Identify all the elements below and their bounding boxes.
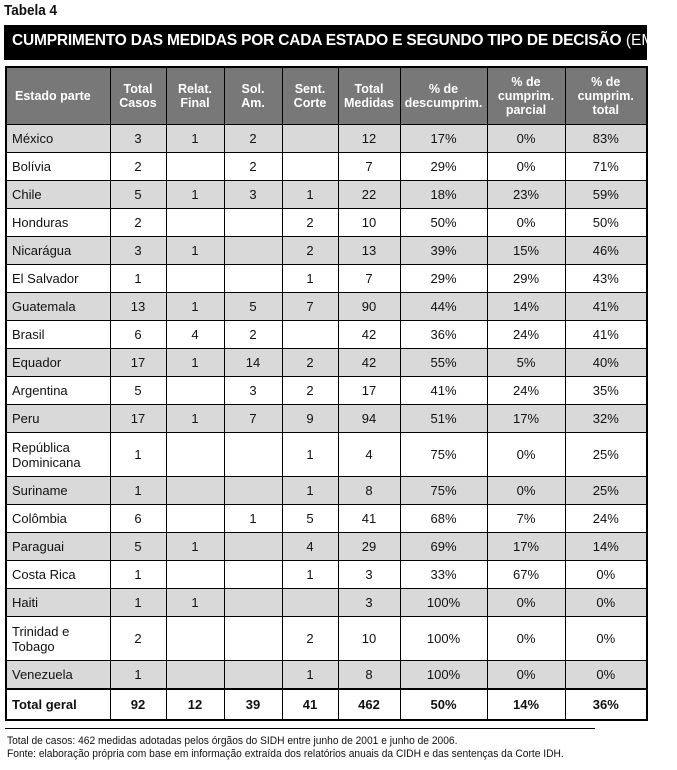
cell-descumprim: 75% <box>400 477 487 505</box>
table-title-main: CUMPRIMENTO DAS MEDIDAS POR CADA ESTADO E SEGUNDO TIPO DE DECISÃO <box>12 32 622 49</box>
cell-casos: 1 <box>110 561 166 589</box>
table-body <box>6 125 647 690</box>
cell-medidas: 17 <box>338 377 400 405</box>
cell-casos: 1 <box>110 661 166 690</box>
cell-casos: 6 <box>110 321 166 349</box>
header-cumprim-total: % de cumprim. total <box>565 67 647 125</box>
table-row <box>6 589 647 617</box>
cell-sent: 2 <box>282 349 338 377</box>
cell-relat <box>166 377 224 405</box>
cell-parcial: 0% <box>487 477 565 505</box>
cell-sent <box>282 321 338 349</box>
cell-total: 25% <box>565 433 647 477</box>
cell-estado: El Salvador <box>6 265 110 293</box>
cell-medidas: 42 <box>338 321 400 349</box>
cell-relat: 1 <box>166 349 224 377</box>
cell-sol <box>224 589 282 617</box>
cell-estado: Argentina <box>6 377 110 405</box>
table-row <box>6 153 647 181</box>
cell-relat: 4 <box>166 321 224 349</box>
cell-descumprim: 100% <box>400 617 487 661</box>
cell-sent: 9 <box>282 405 338 433</box>
cell-sol: 1 <box>224 505 282 533</box>
cell-medidas: 7 <box>338 265 400 293</box>
cell-relat: 1 <box>166 237 224 265</box>
table-row <box>6 349 647 377</box>
cell-descumprim: 50% <box>400 209 487 237</box>
cell-estado: República Dominicana <box>6 433 110 477</box>
cell-relat: 1 <box>166 405 224 433</box>
cell-parcial: 0% <box>487 661 565 690</box>
cell-sol <box>224 265 282 293</box>
cell-sol: 3 <box>224 181 282 209</box>
cell-sol <box>224 617 282 661</box>
cell-medidas: 3 <box>338 561 400 589</box>
cell-sol <box>224 533 282 561</box>
cell-sol: 14 <box>224 349 282 377</box>
cell-parcial: 0% <box>487 617 565 661</box>
table-row <box>6 209 647 237</box>
cell-casos: 6 <box>110 505 166 533</box>
compliance-table <box>5 66 648 721</box>
table-row <box>6 405 647 433</box>
cell-casos: 2 <box>110 209 166 237</box>
footnote-fonte: Fonte: elaboração própria com base em informação extraída dos relatórios anuais da CIDH e das sentenças da Corte IDH. <box>7 748 564 760</box>
footnote-total-casos: Total de casos: 462 medidas adotadas pelos órgãos do SIDH entre junho de 2001 e junho de 2006. <box>7 735 458 747</box>
cell-sol: 5 <box>224 293 282 321</box>
total-descumprim: 50% <box>400 689 487 720</box>
cell-medidas: 29 <box>338 533 400 561</box>
cell-sol: 3 <box>224 377 282 405</box>
cell-relat: 1 <box>166 125 224 153</box>
cell-parcial: 14% <box>487 293 565 321</box>
cell-parcial: 29% <box>487 265 565 293</box>
cell-parcial: 15% <box>487 237 565 265</box>
table-title-unit: (EM %) <box>625 32 677 49</box>
table-row <box>6 293 647 321</box>
cell-sent: 2 <box>282 209 338 237</box>
cell-estado: Honduras <box>6 209 110 237</box>
cell-descumprim: 17% <box>400 125 487 153</box>
cell-parcial: 23% <box>487 181 565 209</box>
cell-parcial: 0% <box>487 433 565 477</box>
header-cumprim-parcial: % de cumprim. parcial <box>487 67 565 125</box>
cell-sol <box>224 561 282 589</box>
cell-descumprim: 55% <box>400 349 487 377</box>
table-title <box>4 25 677 60</box>
cell-total: 0% <box>565 589 647 617</box>
cell-estado: Venezuela <box>6 661 110 690</box>
cell-estado: Chile <box>6 181 110 209</box>
total-sol: 39 <box>224 689 282 720</box>
cell-relat <box>166 505 224 533</box>
cell-parcial: 17% <box>487 533 565 561</box>
cell-sent: 2 <box>282 377 338 405</box>
cell-casos: 3 <box>110 125 166 153</box>
cell-parcial: 7% <box>487 505 565 533</box>
footnotes <box>7 735 564 761</box>
cell-descumprim: 29% <box>400 153 487 181</box>
cell-parcial: 0% <box>487 589 565 617</box>
cell-parcial: 24% <box>487 377 565 405</box>
cell-medidas: 10 <box>338 617 400 661</box>
table-row <box>6 617 647 661</box>
cell-medidas: 90 <box>338 293 400 321</box>
table-row <box>6 505 647 533</box>
cell-sol <box>224 661 282 690</box>
header-sol-am: Sol. Am. <box>224 67 282 125</box>
total-casos: 92 <box>110 689 166 720</box>
cell-total: 59% <box>565 181 647 209</box>
cell-estado: Costa Rica <box>6 561 110 589</box>
cell-sol <box>224 477 282 505</box>
table-row <box>6 125 647 153</box>
cell-total: 50% <box>565 209 647 237</box>
cell-estado: Haiti <box>6 589 110 617</box>
cell-total: 40% <box>565 349 647 377</box>
cell-casos: 17 <box>110 349 166 377</box>
header-total-medidas: Total Medidas <box>338 67 400 125</box>
cell-medidas: 10 <box>338 209 400 237</box>
cell-descumprim: 33% <box>400 561 487 589</box>
cell-sol <box>224 433 282 477</box>
cell-sol <box>224 209 282 237</box>
cell-sol <box>224 237 282 265</box>
cell-parcial: 0% <box>487 125 565 153</box>
cell-descumprim: 41% <box>400 377 487 405</box>
cell-total: 43% <box>565 265 647 293</box>
cell-relat <box>166 265 224 293</box>
table-row <box>6 265 647 293</box>
cell-casos: 1 <box>110 589 166 617</box>
cell-casos: 2 <box>110 153 166 181</box>
cell-sent: 5 <box>282 505 338 533</box>
cell-estado: Peru <box>6 405 110 433</box>
cell-relat: 1 <box>166 181 224 209</box>
cell-sol: 2 <box>224 153 282 181</box>
cell-total: 14% <box>565 533 647 561</box>
cell-medidas: 41 <box>338 505 400 533</box>
table-row <box>6 477 647 505</box>
cell-estado: Nicarágua <box>6 237 110 265</box>
cell-casos: 17 <box>110 405 166 433</box>
cell-relat <box>166 477 224 505</box>
header-relat-final: Relat. Final <box>166 67 224 125</box>
cell-estado: Guatemala <box>6 293 110 321</box>
cell-estado: Brasil <box>6 321 110 349</box>
header-total-casos: Total Casos <box>110 67 166 125</box>
cell-sent: 4 <box>282 533 338 561</box>
cell-relat: 1 <box>166 533 224 561</box>
cell-medidas: 8 <box>338 477 400 505</box>
cell-estado: Bolívia <box>6 153 110 181</box>
cell-total: 32% <box>565 405 647 433</box>
cell-descumprim: 75% <box>400 433 487 477</box>
cell-medidas: 42 <box>338 349 400 377</box>
cell-total: 25% <box>565 477 647 505</box>
cell-casos: 1 <box>110 477 166 505</box>
cell-descumprim: 51% <box>400 405 487 433</box>
cell-descumprim: 68% <box>400 505 487 533</box>
cell-total: 41% <box>565 321 647 349</box>
cell-sent: 2 <box>282 237 338 265</box>
table-row <box>6 661 647 690</box>
cell-relat <box>166 561 224 589</box>
cell-casos: 5 <box>110 181 166 209</box>
cell-casos: 1 <box>110 265 166 293</box>
cell-total: 71% <box>565 153 647 181</box>
cell-descumprim: 36% <box>400 321 487 349</box>
cell-sol: 2 <box>224 125 282 153</box>
cell-total: 35% <box>565 377 647 405</box>
cell-relat: 1 <box>166 589 224 617</box>
cell-descumprim: 39% <box>400 237 487 265</box>
cell-casos: 1 <box>110 433 166 477</box>
total-row <box>6 689 647 720</box>
cell-parcial: 0% <box>487 153 565 181</box>
cell-casos: 2 <box>110 617 166 661</box>
cell-parcial: 17% <box>487 405 565 433</box>
total-medidas: 462 <box>338 689 400 720</box>
cell-total: 46% <box>565 237 647 265</box>
cell-sent: 1 <box>282 181 338 209</box>
cell-descumprim: 100% <box>400 661 487 690</box>
cell-medidas: 13 <box>338 237 400 265</box>
total-label: Total geral <box>6 689 110 720</box>
footnote-divider <box>5 728 595 729</box>
cell-estado: Trinidad e Tobago <box>6 617 110 661</box>
cell-sent: 2 <box>282 617 338 661</box>
cell-estado: Paraguai <box>6 533 110 561</box>
cell-sent <box>282 589 338 617</box>
cell-sent: 1 <box>282 433 338 477</box>
cell-estado: Suriname <box>6 477 110 505</box>
cell-sol: 7 <box>224 405 282 433</box>
cell-parcial: 24% <box>487 321 565 349</box>
cell-estado: México <box>6 125 110 153</box>
cell-relat: 1 <box>166 293 224 321</box>
cell-descumprim: 100% <box>400 589 487 617</box>
cell-relat <box>166 433 224 477</box>
cell-relat <box>166 153 224 181</box>
cell-descumprim: 44% <box>400 293 487 321</box>
cell-parcial: 67% <box>487 561 565 589</box>
cell-sent: 1 <box>282 477 338 505</box>
cell-parcial: 5% <box>487 349 565 377</box>
cell-relat <box>166 661 224 690</box>
cell-descumprim: 29% <box>400 265 487 293</box>
cell-medidas: 8 <box>338 661 400 690</box>
table-row <box>6 321 647 349</box>
cell-estado: Colômbia <box>6 505 110 533</box>
cell-casos: 3 <box>110 237 166 265</box>
cell-medidas: 94 <box>338 405 400 433</box>
total-parcial: 14% <box>487 689 565 720</box>
cell-sent: 1 <box>282 661 338 690</box>
cell-sent: 1 <box>282 265 338 293</box>
cell-sol: 2 <box>224 321 282 349</box>
total-sent: 41 <box>282 689 338 720</box>
header-row <box>6 67 647 125</box>
table-row <box>6 433 647 477</box>
cell-total: 0% <box>565 561 647 589</box>
header-sent-corte: Sent. Corte <box>282 67 338 125</box>
cell-descumprim: 69% <box>400 533 487 561</box>
cell-sent: 7 <box>282 293 338 321</box>
table-caption: Tabela 4 <box>4 2 58 19</box>
cell-total: 0% <box>565 617 647 661</box>
cell-relat <box>166 617 224 661</box>
cell-medidas: 3 <box>338 589 400 617</box>
total-cumprim: 36% <box>565 689 647 720</box>
cell-casos: 13 <box>110 293 166 321</box>
cell-relat <box>166 209 224 237</box>
cell-parcial: 0% <box>487 209 565 237</box>
cell-descumprim: 18% <box>400 181 487 209</box>
cell-total: 83% <box>565 125 647 153</box>
table-row <box>6 181 647 209</box>
header-descumprim: % de descumprim. <box>400 67 487 125</box>
total-relat: 12 <box>166 689 224 720</box>
table-row <box>6 561 647 589</box>
cell-sent: 1 <box>282 561 338 589</box>
table-row <box>6 377 647 405</box>
cell-estado: Equador <box>6 349 110 377</box>
cell-medidas: 4 <box>338 433 400 477</box>
cell-sent <box>282 125 338 153</box>
cell-medidas: 12 <box>338 125 400 153</box>
table-row <box>6 237 647 265</box>
cell-total: 24% <box>565 505 647 533</box>
cell-total: 0% <box>565 661 647 690</box>
cell-medidas: 7 <box>338 153 400 181</box>
table-row <box>6 533 647 561</box>
cell-sent <box>282 153 338 181</box>
cell-medidas: 22 <box>338 181 400 209</box>
cell-casos: 5 <box>110 533 166 561</box>
cell-casos: 5 <box>110 377 166 405</box>
header-estado: Estado parte <box>6 67 110 125</box>
cell-total: 41% <box>565 293 647 321</box>
